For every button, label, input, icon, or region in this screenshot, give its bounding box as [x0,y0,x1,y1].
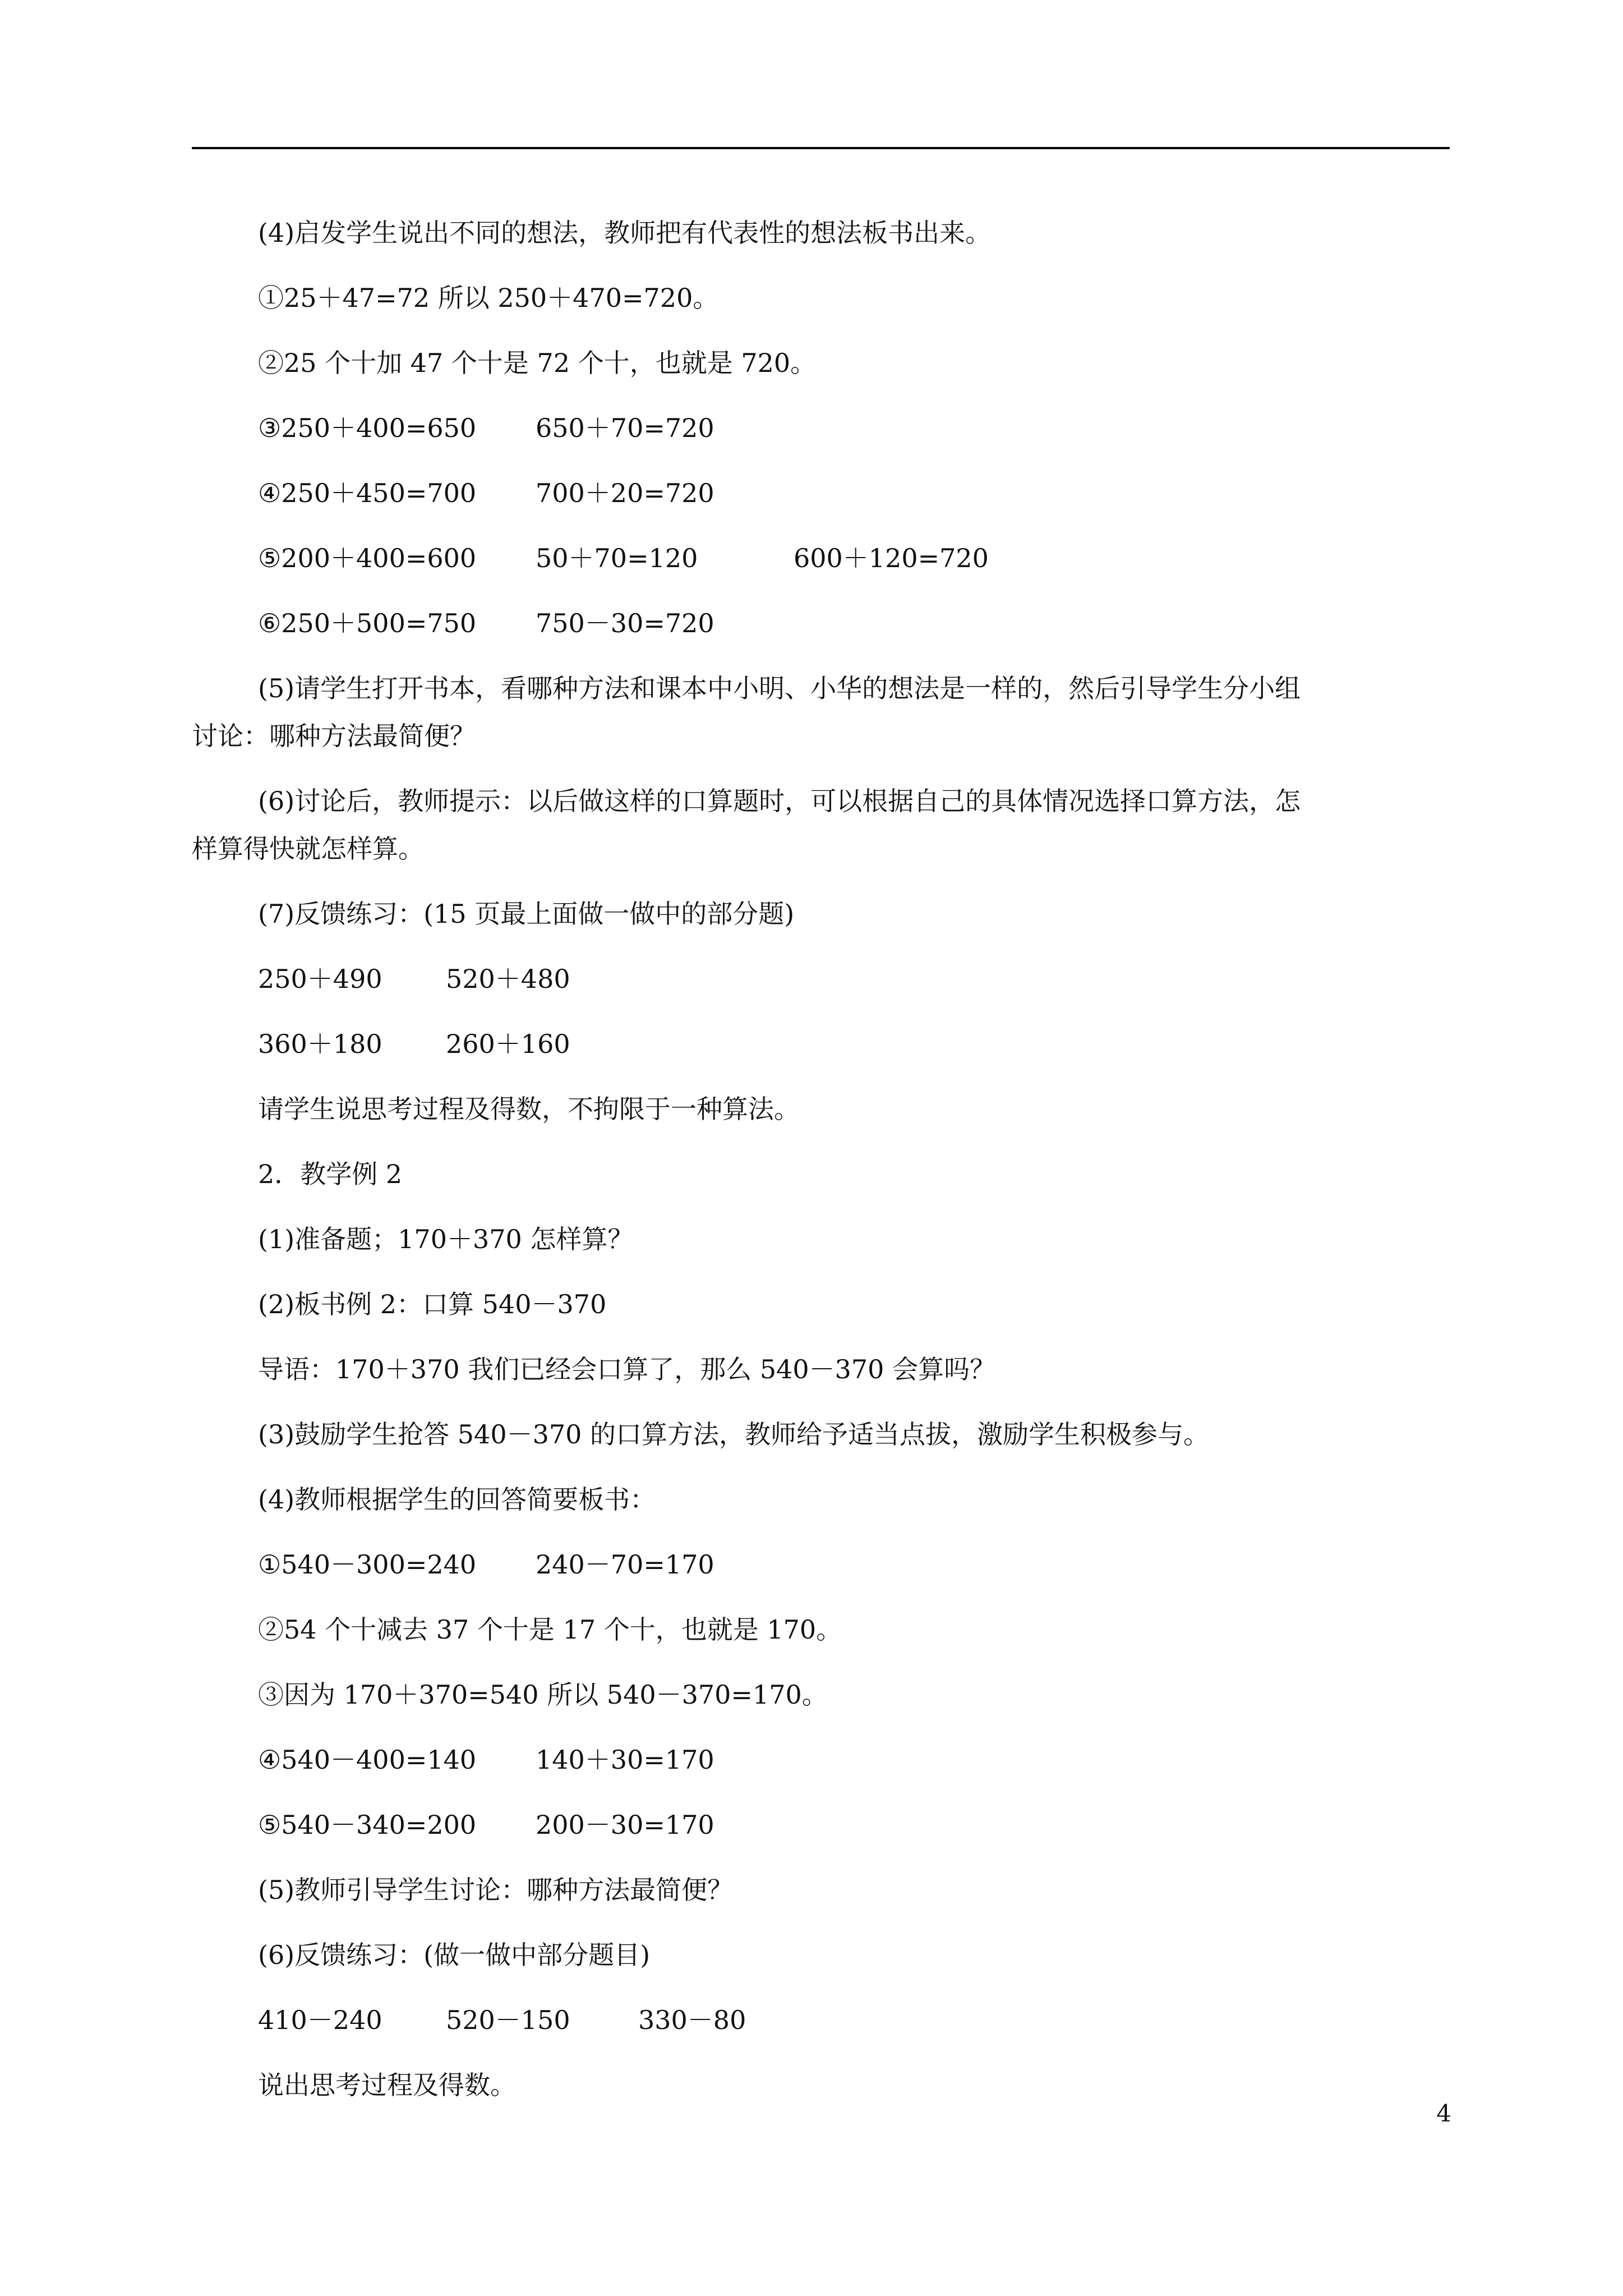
paragraph [258,1932,1450,1998]
equation-line [258,471,1450,536]
heading-text: 2．教学例 2 [258,1159,403,1189]
equation: ③因为 170＋370=540 所以 540－370=170。 [258,1680,828,1710]
equation-line [258,536,1450,601]
equation: 700＋20=720 [536,478,714,508]
paragraph [258,1217,1450,1282]
equation: 600＋120=720 [794,543,989,573]
exercise: 330－80 [638,2005,746,2035]
text-line: 导语：170＋370 我们已经会口算了，那么 540－370 会算吗？ [258,1354,996,1384]
exercise: 250＋490 [258,964,382,994]
equation: ⑥250＋500=750 [258,608,477,638]
equation: ④540－400=140 [258,1745,477,1775]
equation-line [258,1802,1450,1867]
text-line: (6)反馈练习：(做一做中部分题目) [258,1940,651,1970]
equation: ②25 个十加 47 个十是 72 个十，也就是 720。 [258,348,817,378]
text-line: (4)启发学生说出不同的想法，教师把有代表性的想法板书出来。 [258,218,992,248]
equation-line [258,341,1450,406]
paragraph [258,1282,1450,1347]
paragraph [258,779,1450,826]
paragraph [258,1087,1450,1152]
equation-line [258,1672,1450,1737]
paragraph-continuation [192,714,1384,779]
text-line: (5)请学生打开书本，看哪种方法和课本中小明、小华的想法是一样的，然后引导学生分小组 [258,673,1301,703]
text-line: (7)反馈练习：(15 页最上面做一做中的部分题) [258,899,795,929]
equation: 200－30=170 [536,1810,714,1840]
text-line: (5)教师引导学生讨论：哪种方法最简便？ [258,1875,734,1905]
equation: ②54 个十减去 37 个十是 17 个十，也就是 170。 [258,1614,842,1645]
exercise: 360＋180 [258,1029,382,1059]
equation: ③250＋400=650 [258,413,477,443]
paragraph [258,666,1450,714]
paragraph [258,891,1450,956]
equation-line [258,406,1450,471]
exercise: 410－240 [258,2005,382,2035]
paragraph-continuation [192,826,1384,891]
paragraph [258,1477,1450,1542]
equation-line [258,275,1450,341]
equation-line [258,1737,1450,1802]
exercise-line [258,956,1450,1022]
paragraph [258,1412,1450,1477]
section-heading [258,1152,1450,1217]
exercise: 520＋480 [446,964,570,994]
text-line: 样算得快就怎样算。 [192,834,424,864]
exercise-line [258,1998,1450,2063]
equation-line [258,1542,1450,1607]
text-line: (4)教师根据学生的回答简要板书： [258,1484,656,1515]
equation: ⑤540－340=200 [258,1810,477,1840]
text-line: 请学生说思考过程及得数，不拘限于一种算法。 [258,1094,800,1124]
text-line: 说出思考过程及得数。 [258,2070,516,2100]
exercise: 520－150 [446,2005,570,2035]
equation: ⑤200＋400=600 [258,543,477,573]
page-number: 4 [1436,2100,1451,2127]
equation: 750－30=720 [536,608,714,638]
equation: ①25＋47=72 所以 250＋470=720。 [258,283,719,313]
text-line: (1)准备题；170＋370 怎样算？ [258,1224,634,1254]
equation: 650＋70=720 [536,413,714,443]
text-line: (3)鼓励学生抢答 540－370 的口算方法，教师给予适当点拔，激励学生积极参与。 [258,1419,1210,1450]
equation-line [258,1607,1450,1672]
equation: ①540－300=240 [258,1549,477,1580]
equation: 140＋30=170 [536,1745,714,1775]
text-line: (6)讨论后，教师提示：以后做这样的口算题时，可以根据自己的具体情况选择口算方法，怎 [258,786,1301,816]
equation-line [258,601,1450,666]
text-line: (2)板书例 2：口算 540－370 [258,1289,607,1319]
paragraph [258,1347,1450,1412]
document-body [192,210,1450,2128]
paragraph [258,210,1450,275]
text-line: 讨论：哪种方法最简便？ [192,721,476,751]
paragraph [258,1867,1450,1932]
exercise-line [258,1022,1450,1087]
exercise: 260＋160 [446,1029,570,1059]
equation: 50＋70=120 [536,543,698,573]
paragraph [258,2063,1450,2128]
equation: ④250＋450=700 [258,478,477,508]
equation: 240－70=170 [536,1549,714,1580]
header-rule [192,147,1450,149]
